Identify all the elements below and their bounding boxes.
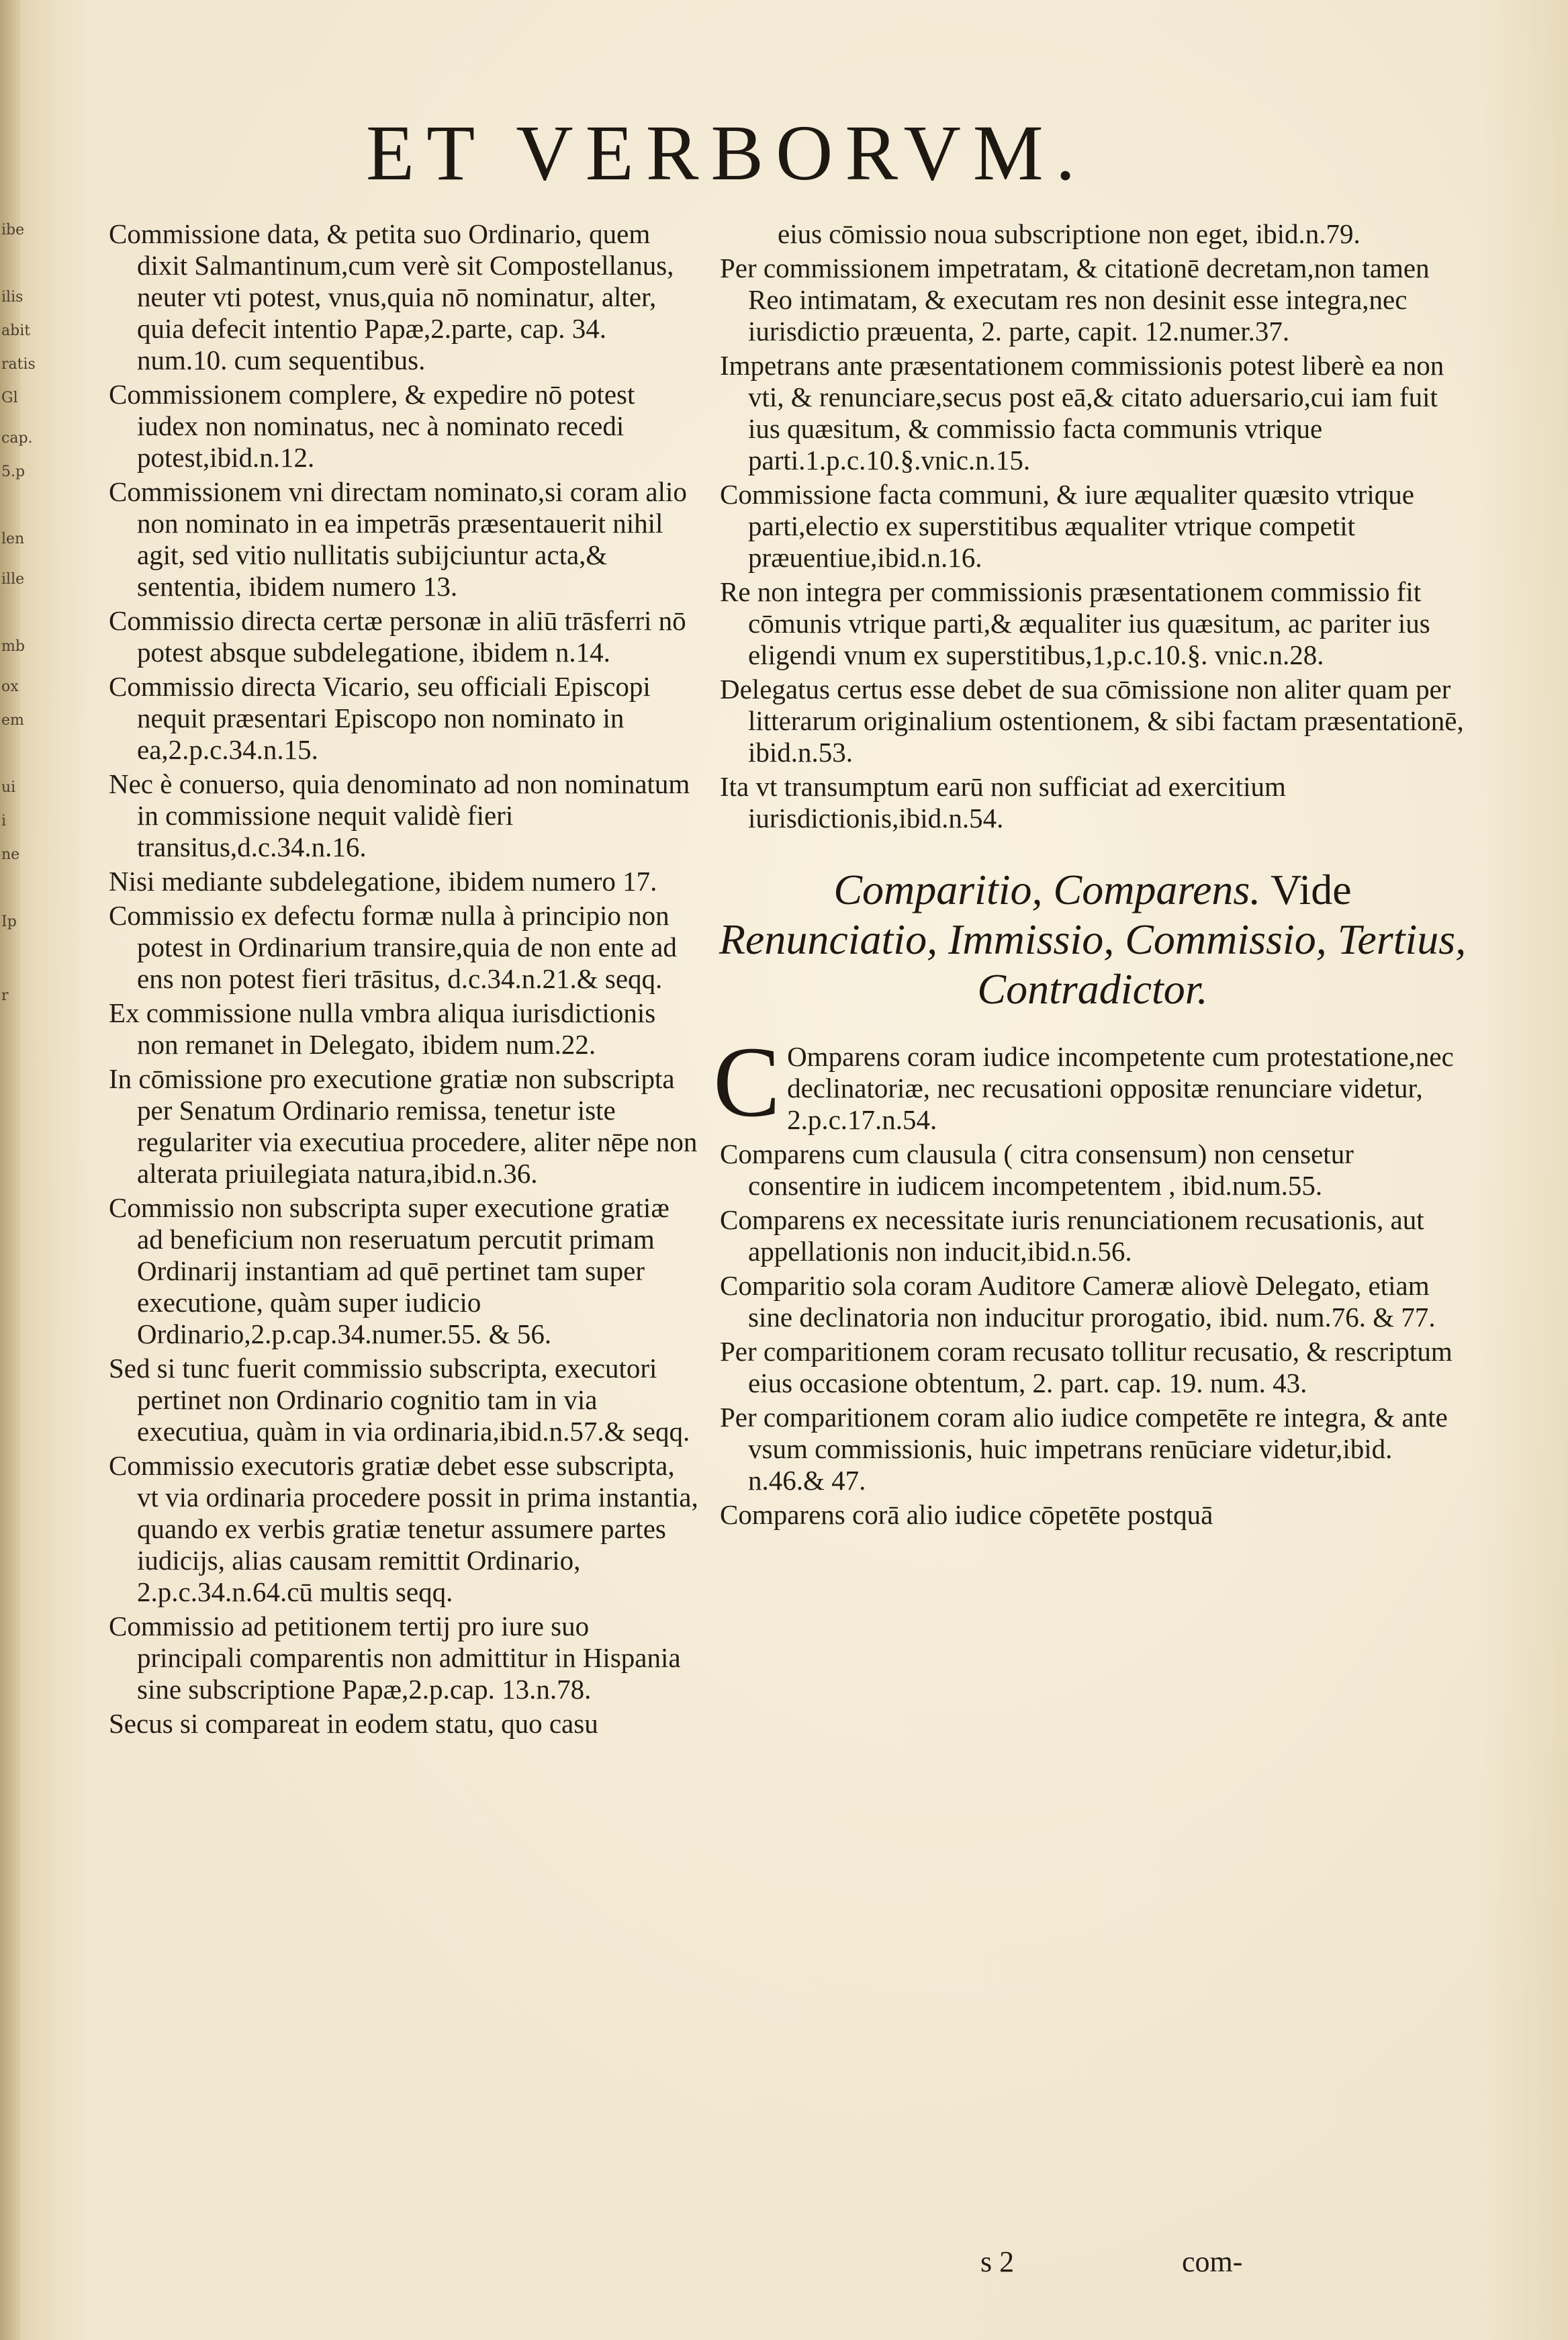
heading-term: Comparitio, Comparens. [833, 866, 1261, 913]
margin-fragment: ox [1, 678, 19, 695]
signature-mark: s 2 [980, 2245, 1015, 2278]
index-entry: Commissionem complere, & expedire nō potest iudex non nominatus, nec à nominato recedi potest,ibid.n.12. [109, 379, 635, 473]
margin-fragment: abit [1, 322, 31, 339]
index-entry-first [713, 1026, 1472, 1138]
margin-fragment: ui [1, 779, 16, 796]
margin-fragment: em [1, 712, 24, 729]
index-entry: Secus si compareat in eodem statu, quo casu [109, 1708, 598, 1739]
index-entry: Commissio non subscripta super executione gratiæ ad beneficium non reseruatum percutit primam Ordinarij instantiam ad quē pertinet tam super executione, quàm super iudicio Ordinario,2.p.cap.34.numer.55. & 56. [109, 1192, 670, 1349]
margin-fragment: ratis [1, 356, 36, 373]
heading-see-also: Vide [1260, 866, 1352, 913]
index-entry: Per comparitionem coram recusato tollitur recusatio, & rescriptum eius occasione obtentum, 2. part. cap. 19. num. 43. [720, 1336, 1452, 1398]
margin-fragment: mb [1, 638, 25, 655]
margin-fragment: Ip [1, 913, 17, 930]
margin-fragment: 5.p [1, 463, 26, 480]
index-entry: In cōmissione pro executione gratiæ non subscripta per Senatum Ordinario remissa, tenetur iste regulariter via executiua procedere, aliter nēpe non alterata priuilegiata natura,ibid.n.36. [109, 1063, 698, 1189]
margin-fragment: i [1, 813, 7, 829]
margin-fragment: len [1, 531, 25, 547]
index-entry: Nec è conuerso, quia denominato ad non nominatum in commissione nequit validè fieri transitus,d.c.34.n.16. [109, 768, 690, 862]
index-entry: Commissionem vni directam nominato,si coram alio non nominato in ea impetrās præsentauerit nihil agit, sed vitio nullitatis subijciuntur acta,& sententia, ibidem numero 13. [109, 476, 687, 602]
index-entry: Ita vt transumptum earū non sufficiat ad exercitium iurisdictionis,ibid.n.54. [720, 771, 1286, 834]
margin-fragment: cap. [1, 430, 33, 447]
heading-cross-references: Renunciatio, Immissio, Commissio, Tertius, Contradictor. [719, 915, 1467, 1013]
index-entry: Comparens ex necessitate iuris renunciationem recusationis, aut appellationis non inducit,ibid.n.56. [720, 1204, 1424, 1267]
index-entry: Per commissionem impetratam, & citationē decretam,non tamen Reo intimatam, & executam res non desinit esse integra,nec iurisdictio præuenta, 2. parte, capit. 12.numer.37. [720, 253, 1430, 347]
section-heading [713, 865, 1472, 1014]
index-entry: Nisi mediante subdelegatione, ibidem numero 17. [109, 866, 657, 897]
index-entry: Comparens cum clausula ( citra consensum) non censetur consentire in iudicem incompetentem , ibid.num.55. [720, 1138, 1354, 1201]
index-entry: Impetrans ante præsentationem commissionis potest liberè ea non vti, & renunciare,secus post eā,& citato aduersario,cui iam fuit ius quæsitum, & commissio facta communis vtrique parti.1.p.c.10.§.vnic.n.15. [720, 350, 1444, 476]
index-entry: Commissio directa Vicario, seu officiali Episcopi nequit præsentari Episcopo non nominato in ea,2.p.c.34.n.15. [109, 671, 651, 765]
margin-fragment: ilis [1, 289, 24, 306]
index-entry: Commissione data, & petita suo Ordinario, quem dixit Salmantinum,cum verè sit Compostellanus, neuter vti potest, vnus,quia nō nominatur, alter, quia defecit intentio Papæ,2.parte, cap. 34. num.10. cum sequentibus. [109, 218, 674, 375]
index-entry: Commissio executoris gratiæ debet esse subscripta, vt via ordinaria procedere possit in prima instantia, quando ex verbis gratiæ tenetur assumere partes iudicijs, alias causam remittit Ordinario, 2.p.c.34.n.64.cū multis seqq. [109, 1450, 698, 1607]
index-entry: Delegatus certus esse debet de sua cōmissione non aliter quam per litterarum originalium ostentionem, & sibi factam præsentationē, ibid.n.53. [720, 674, 1464, 768]
index-entry: Re non integra per commissionis præsentationem commissio fit cōmunis vtrique parti,& æqualiter ius quæsitum, ac pariter ius eligendi vnum ex superstitibus,1,p.c.10.§. vnic.n.28. [720, 576, 1430, 670]
first-entry-text: Omparens coram iudice incompetente cum protestatione,nec declinatoriæ, nec recusationi oppositæ renunciare videtur, 2.p.c.17.n.54. [787, 1041, 1454, 1135]
index-entry: Commissio ad petitionem tertij pro iure suo principali comparentis non admittitur in Hispania sine subscriptione Papæ,2.p.cap. 13.n.78. [109, 1611, 681, 1705]
index-entry: Commissione facta communi, & iure æqualiter quæsito vtrique parti,electio ex superstitibus æqualiter vtrique competit præuentiue,ibid.n.16. [720, 479, 1414, 573]
right-column [713, 218, 1472, 1533]
index-entry: Commissio ex defectu formæ nulla à principio non potest in Ordinarium transire,quia de non ente ad ens non potest fieri trāsitus, d.c.34.n.21.& seqq. [109, 900, 677, 994]
margin-fragment: ille [1, 571, 25, 588]
index-entry-continuation: eius cōmissio noua subscriptione non eget, ibid.n.79. [778, 218, 1361, 249]
index-entry: Comparens corā alio iudice cōpetēte postquā [720, 1499, 1213, 1530]
index-entry: Ex commissione nulla vmbra aliqua iurisdictionis non remanet in Delegato, ibidem num.22. [109, 997, 656, 1060]
left-column [102, 218, 700, 1742]
margin-fragment: r [1, 987, 9, 1004]
index-entry: Sed si tunc fuerit commissio subscripta, executori pertinet non Ordinario cognitio tam in via executiua, quàm in via ordinaria,ibid.n.57.& seqq. [109, 1353, 690, 1447]
index-entry: Commissio directa certæ personæ in aliū trāsferri nō potest absque subdelegatione, ibidem n.14. [109, 605, 686, 668]
margin-fragment: ne [1, 846, 20, 863]
running-head: ET VERBORVM. [366, 109, 1088, 197]
binding-gutter [0, 0, 36, 2340]
catchword: com- [1182, 2245, 1243, 2278]
index-entry: Per comparitionem coram alio iudice competēte re integra, & ante vsum commissionis, huic impetrans renūciare videtur,ibid. n.46.& 47. [720, 1402, 1448, 1496]
drop-cap: C [713, 1026, 781, 1138]
margin-fragment: Gl [1, 390, 18, 406]
index-entry: Comparitio sola coram Auditore Cameræ aliovè Delegato, etiam sine declinatoria non inducitur prorogatio, ibid. num.76. & 77. [720, 1270, 1436, 1333]
margin-fragment: ibe [1, 222, 25, 238]
